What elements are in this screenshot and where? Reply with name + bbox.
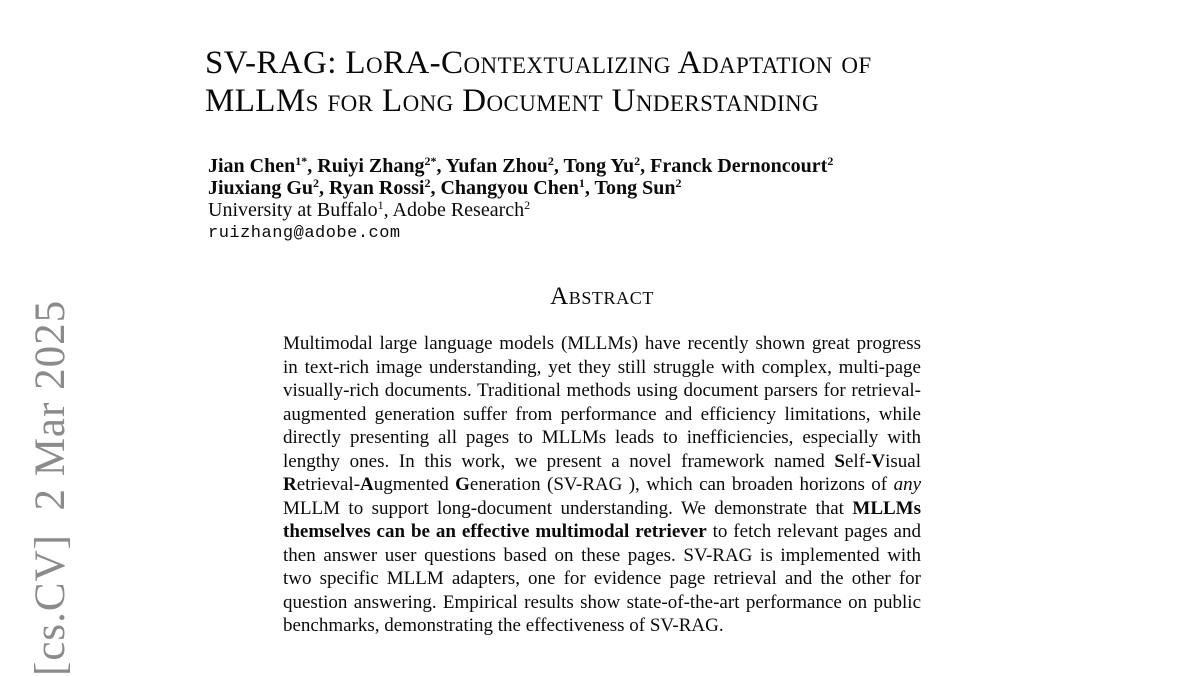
- author-line-1: Jian Chen$^{1*}$, Ruiyi Zhang$^{2*}$, Yufan Zhou$^2$, Tong Yu$^2$, Franck Dernoncourt$^2$: [208, 154, 834, 177]
- email-address: ruizhang@adobe.com: [208, 224, 401, 243]
- arxiv-watermark: [cs.CV] 2 Mar 2025: [27, 299, 74, 676]
- paper-title: [205, 44, 872, 120]
- paper-title-line-1: SV-RAG: LoRA-Contextualizing Adaptation of: [205, 45, 872, 81]
- paper-title-line-2: MLLMs for Long Document Understanding: [205, 83, 820, 119]
- author-block: [208, 155, 833, 245]
- author-line-2: Jiuxiang Gu$^2$, Ryan Rossi$^2$, Changyou Chen$^1$, Tong Sun$^2$: [208, 176, 682, 199]
- affiliation-line: University at Buffalo$^1$, Adobe Research$^2$: [208, 198, 531, 221]
- abstract-heading: Abstract: [550, 283, 654, 310]
- abstract-text: Multimodal large language models (MLLMs) have recently shown great progress in text-rich image understanding, yet they still struggle with complex, multi-page visually-rich documents. Traditional methods using document parsers for retrieval-augmented generation suffer from performance and efficiency limitations, while directly presenting all pages to MLLMs leads to inefficiencies, especially with lengthy ones. In this work, we present a novel framework named Self-Visual Retrieval-Augmented Generation (SV-RAG ), which can broaden horizons of any MLLM to support long-document understanding. We demonstrate that MLLMs themselves can be an effective multimodal retriever to fetch relevant pages and then answer user questions based on these pages. SV-RAG is implemented with two specific MLLM adapters, one for evidence page retrieval and the other for question answering. Empirical results show state-of-the-art performance on public benchmarks, demonstrating the effectiveness of SV-RAG.: [283, 333, 921, 636]
